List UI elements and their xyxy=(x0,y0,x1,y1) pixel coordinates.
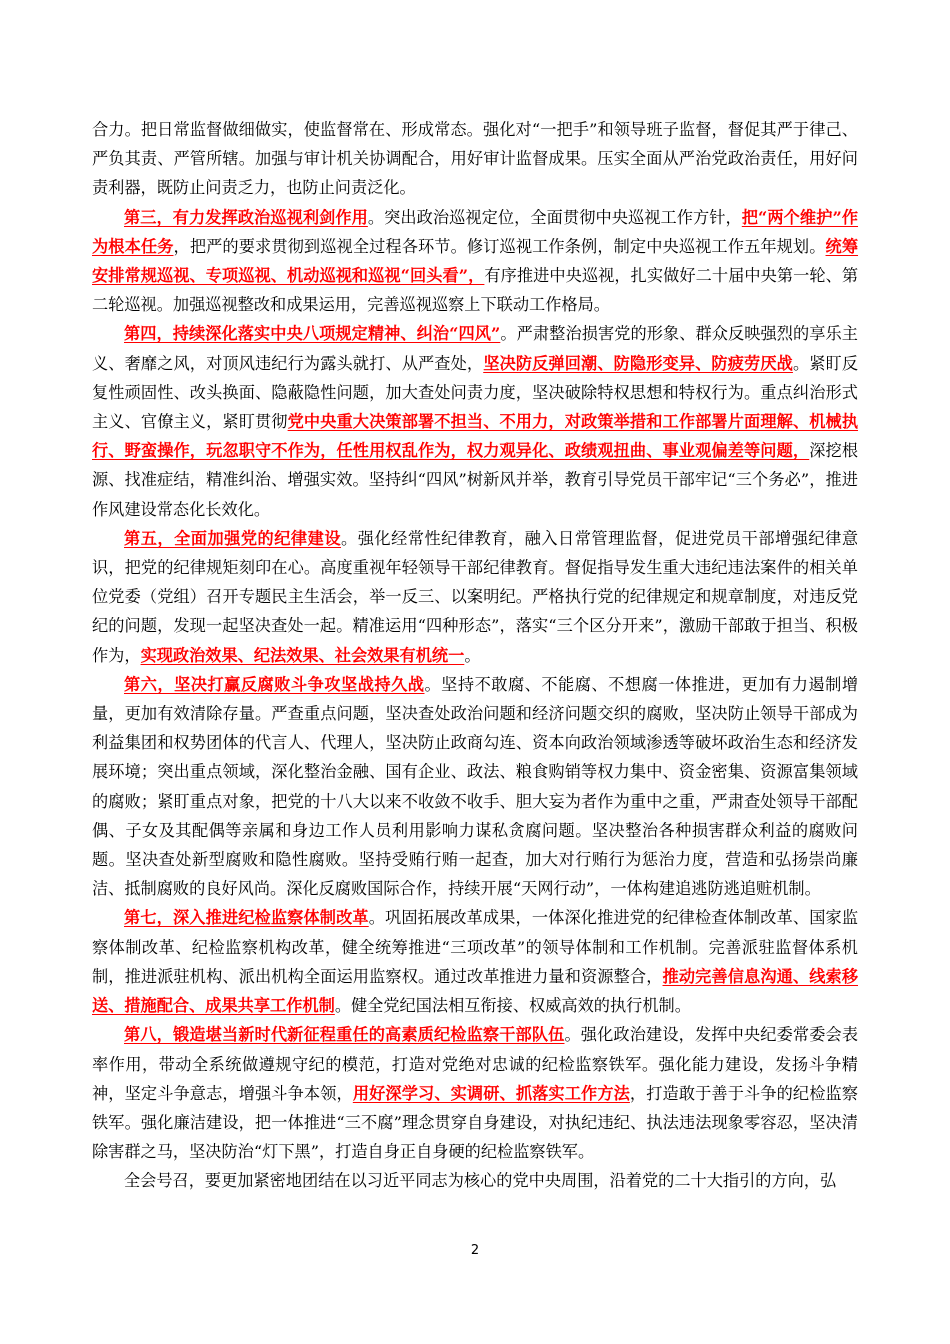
body-text-segment: 。巩固拓展改革成果，一体深化推进党的纪律检查体制改革、国家监察体制改革、纪检监察机构改革，健全统筹推进“三项改革”的领导体制和工作机制。完善派驻监督体系机制，推进派驻机构、派出机构全面运用监察权。通过改革推进力量和资源整合， xyxy=(92,908,859,986)
paragraph xyxy=(92,319,858,523)
emphasized-text: 第六，坚决打赢反腐败斗争攻坚战持久战 xyxy=(124,674,425,694)
body-text-segment: ，打造敢于善于斗争的纪检监察铁军。强化廉洁建设，把一体推进“三不腐”理念贯穿自身建设，对执纪违纪、执法违法现象零容忍，坚决清除害群之马，坚决防治“灯下黑”，打造自身正自身硬的纪检监察铁军。 xyxy=(92,1083,859,1162)
body-text-segment: 。严肃整治损害党的形象、群众反映强烈的享乐主义、奢靡之风，对顶风违纪行为露头就打、从严查处， xyxy=(92,324,858,373)
paragraph xyxy=(92,115,858,203)
emphasized-text: 推动完善信息沟通、线索移送、措施配合、成果共享工作机制 xyxy=(92,966,859,1016)
paragraph xyxy=(92,203,858,320)
body-text-segment: 。 xyxy=(464,645,481,665)
paragraph xyxy=(92,1020,858,1166)
body-text-segment: 。强化经常性纪律教育，融入日常管理监督，促进党员干部增强纪律意识，把党的纪律规矩刻印在心。高度重视年轻领导干部纪律教育。督促指导发生重大违纪违法案件的相关单位党委（党组）召开专题民主生活会，举一反三、以案明纪。严格执行党的纪律规定和规章制度，对违反党纪的问题，发现一起坚决查处一起。精准运用“四种形态”，落实“三个区分开来”，激励干部敢于担当、积极作为， xyxy=(92,528,859,665)
emphasized-text: 第四，持续深化落实中央八项规定精神、纠治“四风” xyxy=(124,324,501,344)
paragraph xyxy=(92,524,858,670)
body-text-segment: ，把严的要求贯彻到巡视全过程各环节。修订巡视工作条例，制定中央巡视工作五年规划。 xyxy=(173,236,826,256)
body-text-segment: 。强化政治建设，发挥中央纪委常委会表率作用，带动全系统做遵规守纪的模范，打造对党绝对忠诚的纪检监察铁军。强化能力建设，发扬斗争精神，坚定斗争意志，增强斗争本领， xyxy=(92,1025,859,1103)
emphasized-text: 用好深学习、实调研、抓落实工作方法 xyxy=(352,1083,630,1103)
emphasized-text: 第五，全面加强党的纪律建设 xyxy=(124,528,342,548)
emphasized-text: 把“两个维护”作为根本任务 xyxy=(92,207,859,256)
emphasized-text: 坚决防反弹回潮、防隐形变异、防疲劳厌战 xyxy=(483,353,793,373)
body-text-segment: 。健全党纪国法相互衔接、权威高效的执行机制。 xyxy=(334,996,691,1016)
body-text-segment: 全会号召，要更加紧密地团结在以习近平同志为核心的党中央周围，沿着党的二十大指引的方向，弘 xyxy=(124,1171,837,1191)
emphasized-text: 第八，锻造堪当新时代新征程重任的高素质纪检监察干部队伍 xyxy=(124,1025,565,1045)
body-text-segment: 合力。把日常监督做细做实，使监督常在、形成常态。强化对“一把手”和领导班子监督，督促其严于律己、严负其责、严管所辖。加强与审计机关协调配合，用好审计监督成果。压实全面从严治党政治责任，用好问责利器，既防止问责乏力，也防止问责泛化。 xyxy=(92,120,858,198)
emphasized-text: 第三，有力发挥政治巡视利剑作用 xyxy=(124,207,368,227)
page-number: 2 xyxy=(470,1243,480,1258)
body-text-segment: 。坚持不敢腐、不能腐、不想腐一体推进，更加有力遏制增量，更加有效清除存量。严查重点问题，坚决查处政治问题和经济问题交织的腐败，坚决防止领导干部成为利益集团和权势团体的代言人、代理人，坚决防止政商勾连、资本向政治领域渗透等破坏政治生态和经济发展环境；突出重点领域，深化整治金融、国有企业、政法、粮食购销等权力集中、资金密集、资源富集领域的腐败；紧盯重点对象，把党的十八大以来不收敛不收手、胆大妄为者作为重中之重，严肃查处领导干部配偶、子女及其配偶等亲属和身边工作人员利用影响力谋私贪腐问题。坚决整治各种损害群众利益的腐败问题。坚决查处新型腐败和隐性腐败。坚持受贿行贿一起查，加大对行贿行为惩治力度，营造和弘扬崇尚廉洁、抵制腐败的良好风尚。深化反腐败国际合作，持续开展“天网行动”，一体构建追逃防逃追赃机制。 xyxy=(92,674,859,899)
paragraph xyxy=(92,1166,858,1195)
paragraph xyxy=(92,903,858,1020)
emphasized-text: 实现政治效果、纪法效果、社会效果有机统一 xyxy=(140,645,465,665)
emphasized-text: 第七，深入推进纪检监察体制改革 xyxy=(124,908,369,928)
emphasized-text: 统筹安排常规巡视、专项巡视、机动巡视和巡视“回头看”， xyxy=(92,236,859,286)
body-text-segment: 。紧盯反复性顽固性、改头换面、隐蔽隐性问题，加大查处问责力度，坚决破除特权思想和特权行为。重点纠治形式主义、官僚主义，紧盯贯彻 xyxy=(92,353,859,432)
body-text xyxy=(92,115,858,1196)
body-text-segment: 深挖根源、找准症结，精准纠治、增强实效。坚持纠“四风”树新风并举，教育引导党员干部牢记“三个务必”，推进作风建设常态化长效化。 xyxy=(92,441,859,519)
body-text-segment: 。突出政治巡视定位，全面贯彻中央巡视工作方针， xyxy=(367,207,742,227)
emphasized-text: 党中央重大决策部署不担当、不用力，对政策举措和工作部署片面理解、机械执行、野蛮操作，玩忽职守不作为，任性用权乱作为，权力观异化、政绩观扭曲、事业观偏差等问题， xyxy=(92,412,859,461)
body-text-segment: 有序推进中央巡视，扎实做好二十届中央第一轮、第二轮巡视。加强巡视整改和成果运用，完善巡视巡察上下联动工作格局。 xyxy=(92,266,859,315)
paragraph xyxy=(92,670,858,904)
